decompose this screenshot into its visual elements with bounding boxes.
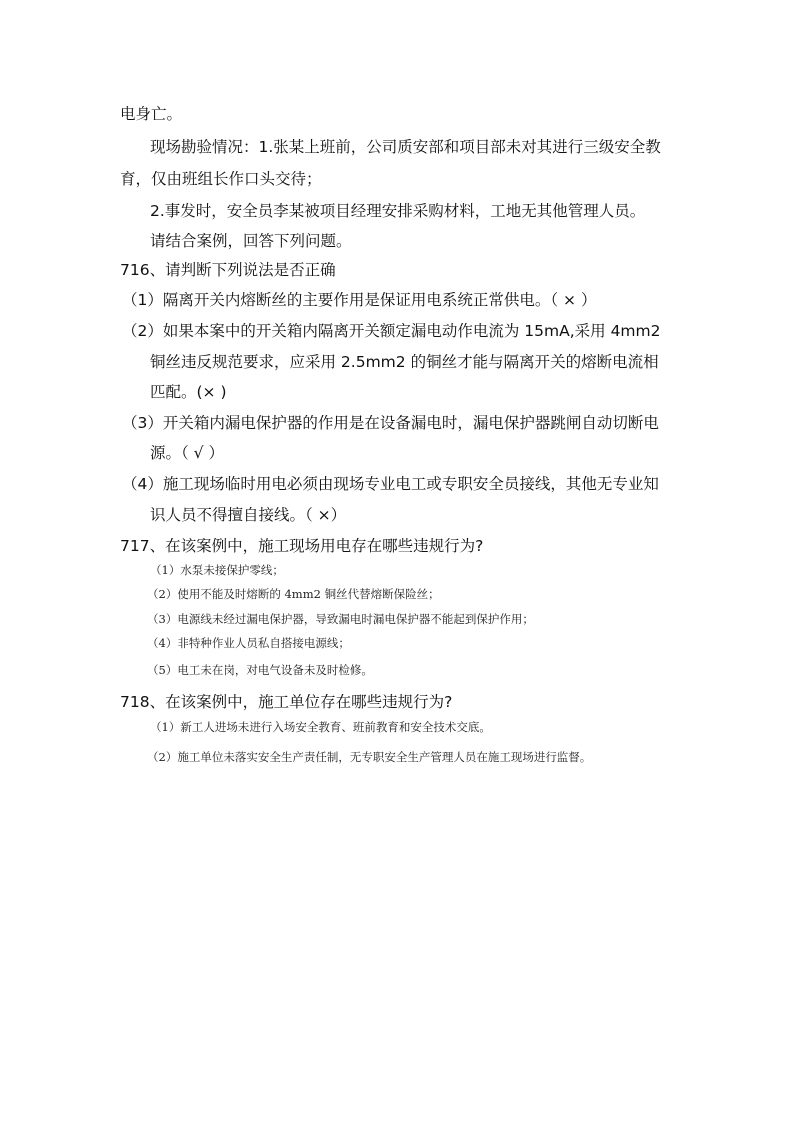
- question-716-title: 716、请判断下列说法是否正确: [120, 261, 336, 279]
- statement-item: 源。（ √ ）: [150, 444, 224, 462]
- answer-item: （5）电工未在岗，对电气设备未及时检修。: [147, 663, 373, 677]
- question-718-title: 718、在该案例中，施工单位存在哪些违规行为?: [120, 693, 453, 711]
- findings-text: 育，仅由班组长作口头交待；: [120, 170, 322, 188]
- answer-item: （1）新工人进场未进行入场安全教育、班前教育和安全技术交底。: [150, 720, 491, 734]
- statement-item: 铜丝违反规范要求，应采用 2.5mm2 的铜丝才能与隔离开关的熔断电流相: [150, 353, 659, 371]
- answer-item: （4）非特种作业人员私自搭接电源线；: [147, 636, 350, 650]
- findings-text: 现场勘验情况：1.张某上班前，公司质安部和项目部未对其进行三级安全教: [150, 138, 661, 156]
- findings-text: 2.事发时，安全员李某被项目经理安排采购材料，工地无其他管理人员。: [150, 202, 646, 220]
- statement-item: 匹配。(× ): [150, 383, 227, 401]
- answer-item: （3）电源线未经过漏电保护器，导致漏电时漏电保护器不能起到保护作用；: [147, 612, 534, 626]
- statement-item: 识人员不得擅自接线。（ ×）: [150, 506, 347, 524]
- answer-item: （2）使用不能及时熔断的 4mm2 铜丝代替熔断保险丝；: [147, 587, 440, 601]
- statement-item: （1）隔离开关内熔断丝的主要作用是保证用电系统正常供电。（ × ）: [122, 291, 597, 309]
- statement-item: （4）施工现场临时用电必须由现场专业电工或专职安全员接线，其他无专业知: [122, 475, 659, 493]
- prompt-text: 请结合案例，回答下列问题。: [150, 232, 352, 250]
- answer-item: （1）水泵未接保护零线；: [150, 563, 284, 577]
- question-717-title: 717、在该案例中，施工现场用电存在哪些违规行为?: [120, 537, 484, 555]
- statement-item: （3）开关箱内漏电保护器的作用是在设备漏电时，漏电保护器跳闸自动切断电: [122, 414, 659, 432]
- answer-item: （2）施工单位未落实安全生产责任制，无专职安全生产管理人员在施工现场进行监督。: [147, 750, 592, 764]
- intro-text: 电身亡。: [120, 105, 183, 123]
- statement-item: （2）如果本案中的开关箱内隔离开关额定漏电动作电流为 15mA,采用 4mm2: [122, 322, 661, 340]
